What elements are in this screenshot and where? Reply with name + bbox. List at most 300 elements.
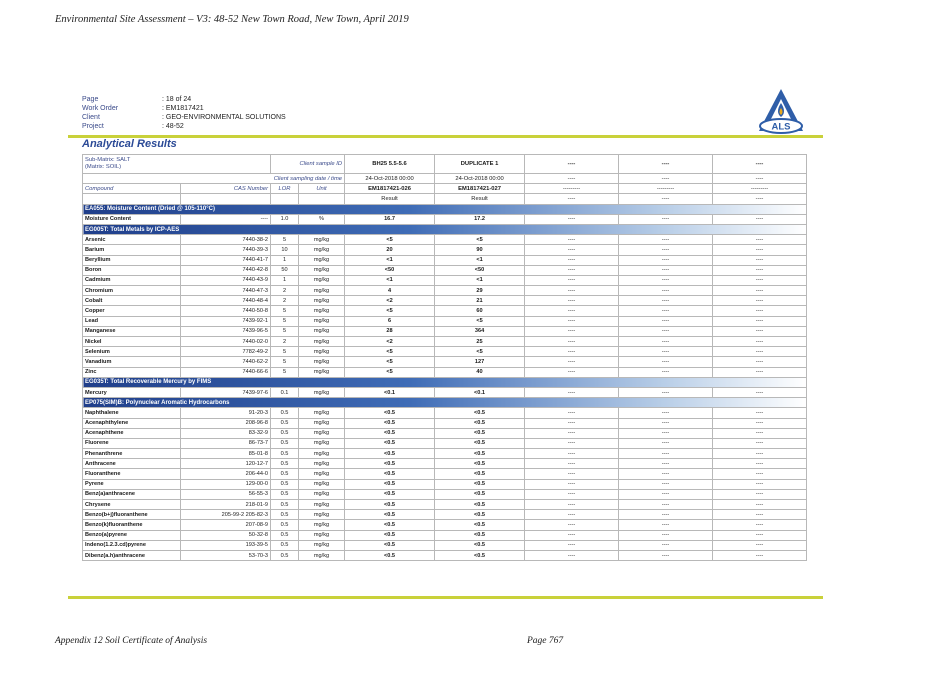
- section-title: Analytical Results: [82, 138, 177, 150]
- result-sample-4: ----: [619, 337, 713, 347]
- result-sample-1: <0.5: [345, 489, 435, 499]
- meta-value: : 18 of 24: [162, 96, 192, 103]
- compound-name: Chrysene: [83, 500, 181, 510]
- lor-value: 0.5: [271, 500, 299, 510]
- unit: mg/kg: [299, 367, 345, 377]
- compound-name: Beryllium: [83, 255, 181, 265]
- result-sample-1: <5: [345, 357, 435, 367]
- result-sample-5: ----: [713, 438, 807, 448]
- cas-number: 91-20-3: [181, 408, 271, 418]
- header-row-sampling-date: [83, 174, 807, 184]
- result-sample-2: <5: [435, 316, 525, 326]
- result-sample-3: ----: [525, 550, 619, 560]
- result-sample-3: ----: [525, 520, 619, 530]
- result-sample-2: <0.5: [435, 489, 525, 499]
- compound-name: Indeno(1.2.3.cd)pyrene: [83, 540, 181, 550]
- unit: mg/kg: [299, 489, 345, 499]
- lor-value: 0.5: [271, 469, 299, 479]
- result-sample-4: ----: [619, 550, 713, 560]
- lor-value: 50: [271, 265, 299, 275]
- result-sample-4: ----: [619, 357, 713, 367]
- compound-name: Cobalt: [83, 296, 181, 306]
- result-sample-3: ----: [525, 459, 619, 469]
- unit: mg/kg: [299, 500, 345, 510]
- result-sample-3: ----: [525, 326, 619, 336]
- meta-row-page: [82, 95, 286, 104]
- result-sample-2: <5: [435, 347, 525, 357]
- table-row: [83, 387, 807, 397]
- result-label-3: ----: [525, 194, 619, 204]
- result-sample-3: ----: [525, 245, 619, 255]
- cas-number: 85-01-8: [181, 449, 271, 459]
- result-sample-4: ----: [619, 347, 713, 357]
- cas-number: 7440-47-3: [181, 286, 271, 296]
- result-sample-3: ----: [525, 296, 619, 306]
- result-sample-5: ----: [713, 265, 807, 275]
- report-meta: [82, 95, 286, 131]
- result-sample-3: ----: [525, 235, 619, 245]
- result-sample-2: <0.5: [435, 408, 525, 418]
- footer-page-number: Page 767: [527, 636, 564, 646]
- result-sample-2: 40: [435, 367, 525, 377]
- result-sample-1: <0.5: [345, 459, 435, 469]
- lor-value: 0.5: [271, 510, 299, 520]
- result-sample-4: ----: [619, 326, 713, 336]
- lor-value: 10: [271, 245, 299, 255]
- cas-number: 218-01-9: [181, 500, 271, 510]
- result-sample-1: <0.5: [345, 479, 435, 489]
- compound-name: Acenaphthylene: [83, 418, 181, 428]
- table-row: [83, 408, 807, 418]
- cas-number: 7440-02-0: [181, 337, 271, 347]
- result-sample-3: ----: [525, 418, 619, 428]
- compound-name: Selenium: [83, 347, 181, 357]
- lor-value: 5: [271, 306, 299, 316]
- sample-date-5: ----: [713, 174, 807, 184]
- result-sample-3: ----: [525, 408, 619, 418]
- result-sample-1: <50: [345, 265, 435, 275]
- table-row: [83, 500, 807, 510]
- sample-date-3: ----: [525, 174, 619, 184]
- table-row: [83, 520, 807, 530]
- lab-id-3: ---------: [525, 184, 619, 194]
- cas-number: 7439-97-6: [181, 387, 271, 397]
- result-sample-5: ----: [713, 489, 807, 499]
- result-sample-2: <0.5: [435, 449, 525, 459]
- result-sample-3: ----: [525, 530, 619, 540]
- result-sample-5: ----: [713, 306, 807, 316]
- result-sample-3: ----: [525, 469, 619, 479]
- result-sample-2: 60: [435, 306, 525, 316]
- unit: mg/kg: [299, 387, 345, 397]
- result-sample-5: ----: [713, 449, 807, 459]
- compound-name: Barium: [83, 245, 181, 255]
- unit: mg/kg: [299, 550, 345, 560]
- table-row: [83, 489, 807, 499]
- lor-value: 0.5: [271, 438, 299, 448]
- result-sample-1: 20: [345, 245, 435, 255]
- compound-name: Acenaphthene: [83, 428, 181, 438]
- result-sample-4: ----: [619, 449, 713, 459]
- result-sample-2: <5: [435, 235, 525, 245]
- result-sample-4: ----: [619, 306, 713, 316]
- table-row: [83, 316, 807, 326]
- result-sample-1: <0.5: [345, 500, 435, 510]
- result-sample-2: <0.5: [435, 469, 525, 479]
- unit: mg/kg: [299, 530, 345, 540]
- lor-value: 0.5: [271, 540, 299, 550]
- compound-name: Chromium: [83, 286, 181, 296]
- lab-id-2: EM1817421-027: [435, 184, 525, 194]
- meta-value: : EM1817421: [162, 105, 204, 112]
- unit: mg/kg: [299, 540, 345, 550]
- header-row-sample-id: [83, 155, 807, 174]
- table-row: [83, 306, 807, 316]
- result-sample-1: <0.5: [345, 469, 435, 479]
- sample-id-3: ----: [525, 155, 619, 174]
- compound-name: Zinc: [83, 367, 181, 377]
- method-group-header: [83, 377, 807, 387]
- result-sample-1: <0.5: [345, 510, 435, 520]
- als-logo: [757, 87, 805, 135]
- lor-value: 0.5: [271, 530, 299, 540]
- compound-name: Moisture Content: [83, 214, 181, 224]
- lor-value: 0.5: [271, 459, 299, 469]
- result-sample-3: ----: [525, 347, 619, 357]
- result-sample-2: <0.5: [435, 550, 525, 560]
- result-sample-5: ----: [713, 387, 807, 397]
- result-label-2: Result: [435, 194, 525, 204]
- sampling-date-label: Client sampling date / time: [83, 174, 345, 184]
- result-sample-1: <0.1: [345, 387, 435, 397]
- lor-value: 1: [271, 255, 299, 265]
- lor-value: 0.5: [271, 408, 299, 418]
- result-sample-3: ----: [525, 357, 619, 367]
- method-title: EG005T: Total Metals by ICP-AES: [83, 224, 807, 234]
- compound-name: Naphthalene: [83, 408, 181, 418]
- unit-column-label: Unit: [299, 184, 345, 194]
- table-row: [83, 438, 807, 448]
- result-sample-5: ----: [713, 510, 807, 520]
- sample-date-2: 24-Oct-2018 00:00: [435, 174, 525, 184]
- result-sample-4: ----: [619, 520, 713, 530]
- result-sample-3: ----: [525, 337, 619, 347]
- result-sample-2: <0.1: [435, 387, 525, 397]
- top-rule: [68, 135, 823, 138]
- result-sample-1: <0.5: [345, 540, 435, 550]
- result-sample-4: ----: [619, 245, 713, 255]
- cas-number: 206-44-0: [181, 469, 271, 479]
- unit: mg/kg: [299, 316, 345, 326]
- lor-value: 5: [271, 235, 299, 245]
- result-sample-5: ----: [713, 367, 807, 377]
- table-row: [83, 235, 807, 245]
- result-sample-4: ----: [619, 469, 713, 479]
- result-sample-1: <0.5: [345, 428, 435, 438]
- result-sample-4: ----: [619, 235, 713, 245]
- result-sample-5: ----: [713, 479, 807, 489]
- compound-name: Nickel: [83, 337, 181, 347]
- bottom-rule: [68, 596, 823, 599]
- table-row: [83, 459, 807, 469]
- footer-appendix-title: Appendix 12 Soil Certificate of Analysis: [55, 636, 208, 646]
- compound-name: Vanadium: [83, 357, 181, 367]
- result-sample-5: ----: [713, 428, 807, 438]
- result-sample-2: <0.5: [435, 520, 525, 530]
- unit: mg/kg: [299, 520, 345, 530]
- result-sample-1: <0.5: [345, 408, 435, 418]
- result-sample-4: ----: [619, 418, 713, 428]
- cas-number: 7440-42-8: [181, 265, 271, 275]
- result-sample-5: ----: [713, 286, 807, 296]
- compound-column-label: Compound: [83, 184, 181, 194]
- lor-value: 2: [271, 337, 299, 347]
- result-sample-5: ----: [713, 245, 807, 255]
- cas-number: 7440-48-4: [181, 296, 271, 306]
- unit: mg/kg: [299, 235, 345, 245]
- table-row: [83, 540, 807, 550]
- unit: mg/kg: [299, 255, 345, 265]
- result-sample-4: ----: [619, 286, 713, 296]
- results-table: [82, 154, 807, 561]
- result-sample-4: ----: [619, 459, 713, 469]
- result-sample-5: ----: [713, 357, 807, 367]
- result-sample-3: ----: [525, 255, 619, 265]
- table-row: [83, 296, 807, 306]
- method-group-header: [83, 204, 807, 214]
- result-sample-4: ----: [619, 489, 713, 499]
- method-title: EG035T: Total Recoverable Mercury by FIMS: [83, 377, 807, 387]
- sample-date-1: 24-Oct-2018 00:00: [345, 174, 435, 184]
- unit: mg/kg: [299, 275, 345, 285]
- cas-number: 83-32-9: [181, 428, 271, 438]
- table-row: [83, 428, 807, 438]
- result-sample-1: <0.5: [345, 530, 435, 540]
- compound-name: Anthracene: [83, 459, 181, 469]
- meta-row-client: [82, 113, 286, 122]
- result-sample-4: ----: [619, 510, 713, 520]
- meta-row-work-order: [82, 104, 286, 113]
- result-sample-3: ----: [525, 265, 619, 275]
- unit: mg/kg: [299, 357, 345, 367]
- lor-value: 5: [271, 326, 299, 336]
- unit: mg/kg: [299, 469, 345, 479]
- result-sample-3: ----: [525, 540, 619, 550]
- table-row: [83, 357, 807, 367]
- result-sample-4: ----: [619, 438, 713, 448]
- result-sample-3: ----: [525, 214, 619, 224]
- lor-value: 0.5: [271, 428, 299, 438]
- result-sample-4: ----: [619, 255, 713, 265]
- unit: mg/kg: [299, 306, 345, 316]
- cas-number: 7439-96-5: [181, 326, 271, 336]
- table-row: [83, 326, 807, 336]
- sample-id-4: ----: [619, 155, 713, 174]
- lor-value: 5: [271, 316, 299, 326]
- compound-name: Phenanthrene: [83, 449, 181, 459]
- table-row: [83, 469, 807, 479]
- compound-name: Pyrene: [83, 479, 181, 489]
- cas-number: 7440-43-9: [181, 275, 271, 285]
- compound-name: Boron: [83, 265, 181, 275]
- result-sample-4: ----: [619, 540, 713, 550]
- cas-number: 50-32-8: [181, 530, 271, 540]
- result-sample-2: <0.5: [435, 438, 525, 448]
- unit: mg/kg: [299, 326, 345, 336]
- result-sample-1: <5: [345, 306, 435, 316]
- result-sample-1: <0.5: [345, 449, 435, 459]
- result-sample-5: ----: [713, 550, 807, 560]
- result-sample-2: <0.5: [435, 540, 525, 550]
- sample-id-1: BH25 5.5-5.6: [345, 155, 435, 174]
- lor-value: 0.1: [271, 387, 299, 397]
- unit: mg/kg: [299, 438, 345, 448]
- lor-value: 5: [271, 357, 299, 367]
- lor-value: 0.5: [271, 550, 299, 560]
- result-sample-5: ----: [713, 418, 807, 428]
- unit: mg/kg: [299, 245, 345, 255]
- table-row: [83, 255, 807, 265]
- result-sample-5: ----: [713, 316, 807, 326]
- lab-id-1: EM1817421-026: [345, 184, 435, 194]
- table-row: [83, 418, 807, 428]
- result-sample-4: ----: [619, 408, 713, 418]
- table-row: [83, 367, 807, 377]
- lor-value: 2: [271, 296, 299, 306]
- lab-id-4: ---------: [619, 184, 713, 194]
- result-sample-2: 29: [435, 286, 525, 296]
- compound-name: Copper: [83, 306, 181, 316]
- unit: mg/kg: [299, 265, 345, 275]
- compound-name: Manganese: [83, 326, 181, 336]
- result-sample-2: 127: [435, 357, 525, 367]
- cas-number: 86-73-7: [181, 438, 271, 448]
- cas-number: 7439-92-1: [181, 316, 271, 326]
- result-sample-3: ----: [525, 306, 619, 316]
- result-sample-5: ----: [713, 347, 807, 357]
- result-sample-1: 28: [345, 326, 435, 336]
- result-sample-4: ----: [619, 367, 713, 377]
- result-sample-5: ----: [713, 296, 807, 306]
- compound-name: Mercury: [83, 387, 181, 397]
- result-sample-2: <0.5: [435, 500, 525, 510]
- sample-date-4: ----: [619, 174, 713, 184]
- result-sample-1: <5: [345, 367, 435, 377]
- unit: mg/kg: [299, 418, 345, 428]
- cas-number: 120-12-7: [181, 459, 271, 469]
- result-sample-2: <1: [435, 255, 525, 265]
- result-sample-4: ----: [619, 214, 713, 224]
- result-sample-5: ----: [713, 408, 807, 418]
- cas-number: 53-70-3: [181, 550, 271, 560]
- result-sample-3: ----: [525, 387, 619, 397]
- client-sample-id-label: Client sample ID: [271, 155, 345, 174]
- unit: mg/kg: [299, 408, 345, 418]
- table-row: [83, 265, 807, 275]
- compound-name: Cadmium: [83, 275, 181, 285]
- result-sample-4: ----: [619, 500, 713, 510]
- result-label-4: ----: [619, 194, 713, 204]
- table-row: [83, 245, 807, 255]
- unit: mg/kg: [299, 296, 345, 306]
- result-sample-1: <1: [345, 255, 435, 265]
- result-sample-3: ----: [525, 489, 619, 499]
- cas-number: 56-55-3: [181, 489, 271, 499]
- compound-name: Benzo(b+j)fluoranthene: [83, 510, 181, 520]
- result-sample-5: ----: [713, 255, 807, 265]
- table-row: [83, 214, 807, 224]
- sample-id-5: ----: [713, 155, 807, 174]
- result-sample-1: <0.5: [345, 418, 435, 428]
- result-sample-1: <2: [345, 296, 435, 306]
- cas-number: 7782-49-2: [181, 347, 271, 357]
- table-row: [83, 347, 807, 357]
- compound-name: Lead: [83, 316, 181, 326]
- result-label-5: ----: [713, 194, 807, 204]
- lor-value: 1.0: [271, 214, 299, 224]
- method-title: EA055: Moisture Content (Dried @ 105-110°C): [83, 204, 807, 214]
- lor-value: 2: [271, 286, 299, 296]
- unit: mg/kg: [299, 347, 345, 357]
- method-group-header: [83, 398, 807, 408]
- unit: mg/kg: [299, 510, 345, 520]
- result-sample-5: ----: [713, 337, 807, 347]
- result-sample-3: ----: [525, 275, 619, 285]
- result-label-1: Result: [345, 194, 435, 204]
- cas-number: 129-00-0: [181, 479, 271, 489]
- result-sample-1: 16.7: [345, 214, 435, 224]
- cas-number: 207-08-9: [181, 520, 271, 530]
- meta-label: Client: [82, 114, 100, 121]
- result-sample-5: ----: [713, 540, 807, 550]
- lor-value: 0.5: [271, 449, 299, 459]
- lor-value: 5: [271, 367, 299, 377]
- compound-name: Arsenic: [83, 235, 181, 245]
- result-sample-3: ----: [525, 500, 619, 510]
- meta-value: : GEO-ENVIRONMENTAL SOLUTIONS: [162, 114, 286, 121]
- result-sample-4: ----: [619, 316, 713, 326]
- table-row: [83, 510, 807, 520]
- compound-name: Dibenz(a.h)anthracene: [83, 550, 181, 560]
- result-sample-2: 17.2: [435, 214, 525, 224]
- result-sample-1: <0.5: [345, 520, 435, 530]
- results-body: [83, 155, 807, 561]
- lor-value: 0.5: [271, 418, 299, 428]
- meta-label: Page: [82, 96, 99, 103]
- table-row: [83, 275, 807, 285]
- result-sample-4: ----: [619, 479, 713, 489]
- unit: mg/kg: [299, 428, 345, 438]
- cas-number: 7440-39-3: [181, 245, 271, 255]
- result-sample-2: <0.5: [435, 479, 525, 489]
- result-sample-2: 25: [435, 337, 525, 347]
- result-sample-2: <0.5: [435, 459, 525, 469]
- table-row: [83, 449, 807, 459]
- matrix-label: (Matrix: SOIL): [85, 164, 122, 170]
- result-sample-1: 6: [345, 316, 435, 326]
- meta-label: Work Order: [82, 105, 119, 112]
- result-sample-5: ----: [713, 214, 807, 224]
- compound-name: Benz(a)anthracene: [83, 489, 181, 499]
- method-title: EP075(SIM)B: Polynuclear Aromatic Hydrocarbons: [83, 398, 807, 408]
- header-row-result: [83, 194, 807, 204]
- lab-id-5: ---------: [713, 184, 807, 194]
- result-sample-5: ----: [713, 469, 807, 479]
- logo-text: ALS: [771, 121, 791, 133]
- result-sample-4: ----: [619, 296, 713, 306]
- lor-value: 0.5: [271, 520, 299, 530]
- result-sample-3: ----: [525, 449, 619, 459]
